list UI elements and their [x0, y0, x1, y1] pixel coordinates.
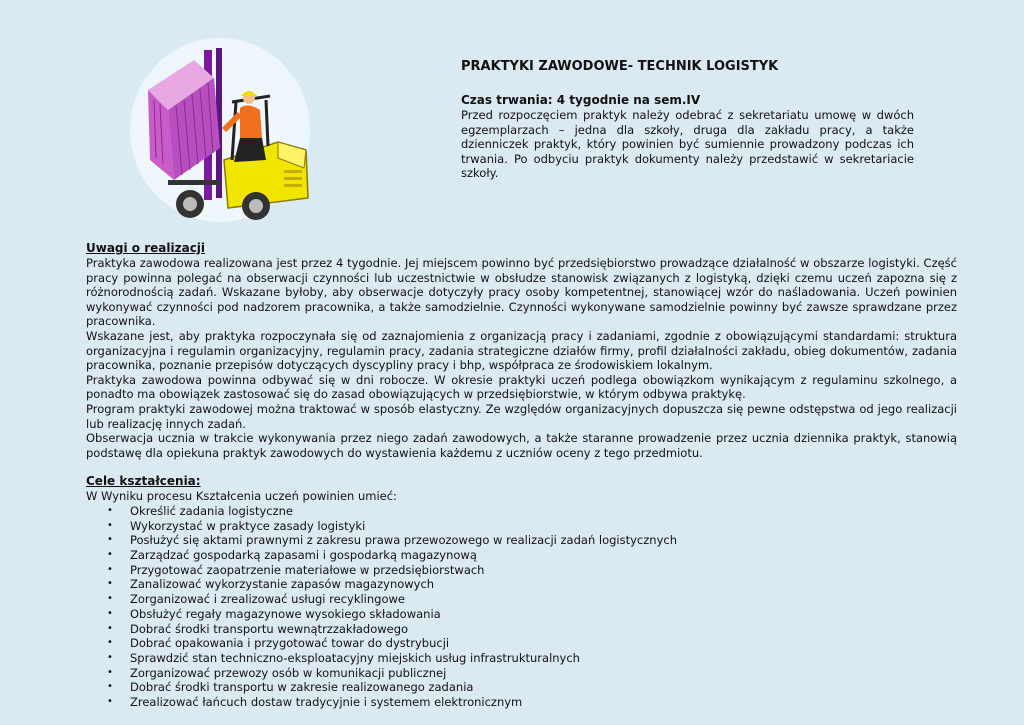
- list-item: [86, 519, 957, 534]
- bullet-icon: •: [107, 681, 113, 693]
- list-item: [86, 548, 957, 563]
- bullet-icon: •: [107, 534, 113, 546]
- list-item-text: Dobrać środki transportu w zakresie realizowanego zadania: [130, 680, 474, 695]
- remarks-paragraph: Praktyka zawodowa powinna odbywać się w dni robocze. W okresie praktyki uczeń podlega obowiązkom wynikającym z regulaminu szkolnego, a ponadto ma obowiązek zastosować się do zasad obowiązujących w przedsiębiorstwie, w którym odbywa praktykę.: [86, 372, 957, 402]
- section-spacer: [86, 460, 957, 474]
- list-item-text: Sprawdzić stan techniczno-eksploatacyjny miejskich usług infrastrukturalnych: [130, 650, 580, 665]
- goals-lead: W Wyniku procesu Kształcenia uczeń powinien umieć:: [86, 489, 397, 504]
- duration-line: Czas trwania: 4 tygodnie na sem.IV: [461, 93, 701, 107]
- list-item: [86, 651, 957, 666]
- bullet-icon: •: [107, 607, 113, 619]
- goals-list: [86, 504, 957, 710]
- bullet-icon: •: [107, 651, 113, 663]
- list-item: [86, 504, 957, 519]
- list-item-text: Zorganizować przewozy osób w komunikacji publicznej: [130, 665, 447, 680]
- bullet-icon: •: [107, 696, 113, 708]
- list-item-text: Zorganizować i zrealizować usługi recyklingowe: [130, 592, 405, 607]
- list-item: [86, 636, 957, 651]
- bullet-icon: •: [107, 593, 113, 605]
- list-item-text: Dobrać opakowania i przygotować towar do dystrybucji: [130, 636, 450, 651]
- list-item: [86, 533, 957, 548]
- header-block: [461, 59, 914, 181]
- list-item-text: Obsłużyć regały magazynowe wysokiego składowania: [130, 606, 441, 621]
- remarks-paragraph: Program praktyki zawodowej można traktować w sposób elastyczny. Ze względów organizacyjnych dopuszcza się pewne odstępstwa od jego realizacji lub realizację innych zadań.: [86, 401, 957, 431]
- page-title: PRAKTYKI ZAWODOWE- TECHNIK LOGISTYK: [461, 59, 779, 74]
- list-item-text: Określić zadania logistyczne: [130, 503, 293, 518]
- list-item-text: Posłużyć się aktami prawnymi z zakresu prawa przewozowego w realizacji zadań logistycznych: [130, 533, 677, 548]
- list-item-text: Zarządzać gospodarką zapasami i gospodarką magazynową: [130, 548, 477, 563]
- list-item: [86, 607, 957, 622]
- intro-paragraph: Przed rozpoczęciem praktyk należy odebrać z sekretariatu umowę w dwóch egzemplarzach – jedna dla szkoły, druga dla zakładu pracy, a także dzienniczek praktyk, który powinien być sumiennie prowadzony podczas ich trwania. Po odbyciu praktyk dokumenty należy przedstawić w sekretariacie szkoły.: [461, 108, 914, 180]
- remarks-paragraph: Praktyka zawodowa realizowana jest przez 4 tygodnie. Jej miejscem powinno być przedsiębiorstwo prowadzące działalność w obszarze logistyki. Część pracy powinna polegać na obserwacji czynności lub uczestnictwie w obsłudze stanowisk związanych z logistyką, dzięki czemu uczeń zapozna się z różnorodnością zadań. Wskazane byłoby, aby obserwacje dotyczyły pracy osoby kompetentnej, stanowiącej wzór do naśladowania. Uczeń powinien wykonywać czynności pod nadzorem pracownika, a także samodzielnie. Czynności wykonywane samodzielnie powinny być zawsze sprawdzane przez pracownika.: [86, 256, 957, 329]
- main-content: [86, 241, 957, 710]
- remarks-paragraph: Wskazane jest, aby praktyka rozpoczynała się od zaznajomienia z organizacją pracy i zadaniami, zgodnie z obowiązującymi standardami: struktura organizacyjna i regulamin organizacyjny, regulamin pracy, zadania strategiczne działów firmy, profil działalności zakładu, obieg dokumentów, zadania pracownika, poznanie przepisów dotyczących dyscypliny pracy i bhp, współpraca ze środowiskiem lokalnym.: [86, 328, 957, 373]
- list-item: [86, 622, 957, 637]
- list-item: [86, 695, 957, 710]
- list-item: [86, 666, 957, 681]
- list-item-text: Przygotować zaopatrzenie materiałowe w przedsiębiorstwach: [130, 562, 485, 577]
- list-item-text: Dobrać środki transportu wewnątrzzakładowego: [130, 621, 409, 636]
- list-item: [86, 577, 957, 592]
- forklift-clipart-icon: [128, 30, 328, 230]
- bullet-icon: •: [107, 563, 113, 575]
- bullet-icon: •: [107, 504, 113, 516]
- list-item-text: Zrealizować łańcuch dostaw tradycyjnie i systemem elektronicznym: [130, 695, 523, 710]
- bullet-icon: •: [107, 549, 113, 561]
- goals-heading: Cele kształcenia:: [86, 474, 201, 489]
- remarks-paragraph: Obserwacja ucznia w trakcie wykonywania przez niego zadań zawodowych, a także staranne prowadzenie przez ucznia dziennika praktyk, stanowią podstawę dla opiekuna praktyk zawodowych do wystawienia każdemu z uczniów oceny z tego przedmiotu.: [86, 431, 957, 460]
- list-item: [86, 592, 957, 607]
- list-item: [86, 680, 957, 695]
- bullet-icon: •: [107, 622, 113, 634]
- list-item: [86, 563, 957, 578]
- bullet-icon: •: [107, 666, 113, 678]
- remarks-heading: Uwagi o realizacji: [86, 241, 206, 255]
- bullet-icon: •: [107, 637, 113, 649]
- list-item-text: Wykorzystać w praktyce zasady logistyki: [130, 518, 366, 533]
- bullet-icon: •: [107, 578, 113, 590]
- bullet-icon: •: [107, 519, 113, 531]
- list-item-text: Zanalizować wykorzystanie zapasów magazynowych: [130, 577, 435, 592]
